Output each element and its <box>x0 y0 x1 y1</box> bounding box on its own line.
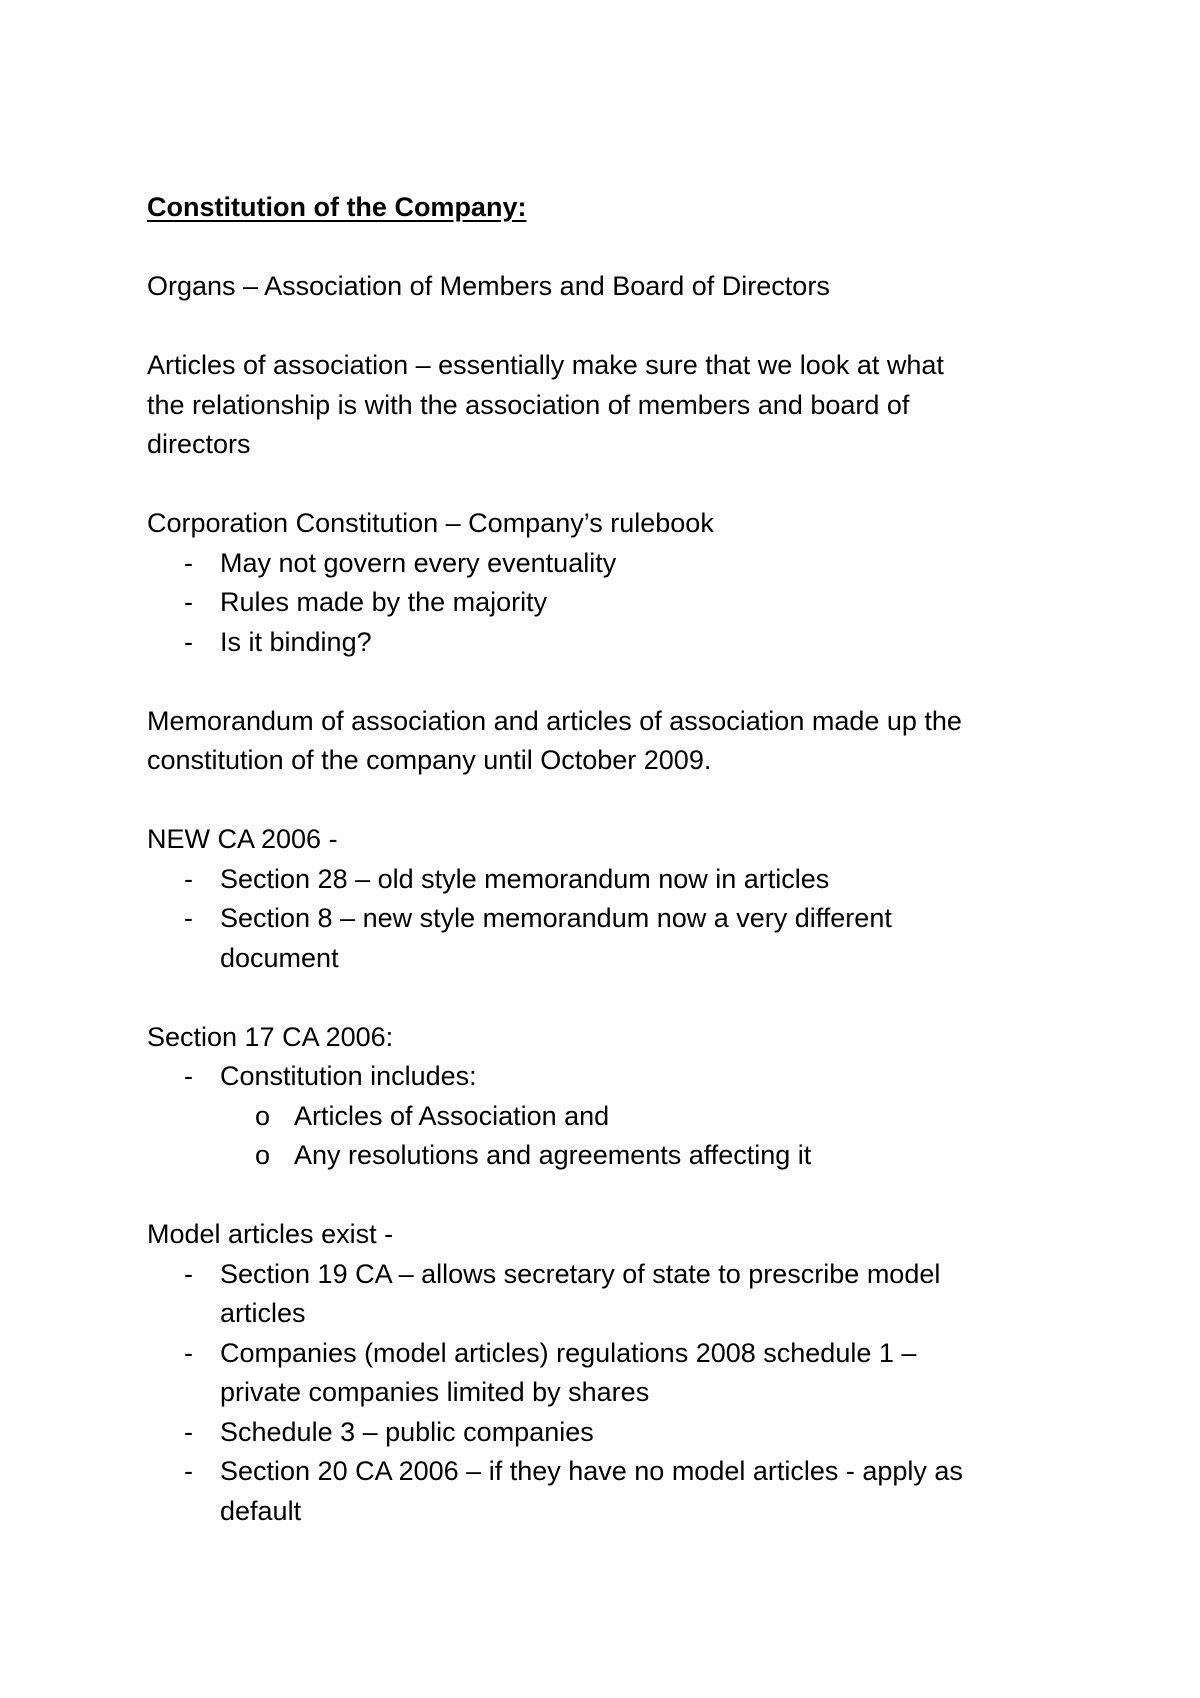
circle-bullet: o <box>255 1100 271 1131</box>
spacer <box>147 978 1077 1018</box>
sub-list-item-text: Any resolutions and agreements affecting it <box>294 1140 812 1170</box>
list-item <box>147 544 1077 584</box>
paragraph-line: directors <box>147 429 251 459</box>
spacer <box>147 228 1077 268</box>
dash-bullet: - <box>184 1337 193 1368</box>
list-item-text: Rules made by the majority <box>220 587 548 617</box>
list-item <box>147 899 1077 978</box>
section17-list <box>147 1057 1077 1176</box>
dash-bullet: - <box>184 1061 193 1091</box>
new-ca-list <box>147 860 1077 979</box>
paragraph-line: constitution of the company until October 2009. <box>147 745 712 775</box>
dash-bullet: - <box>184 547 193 578</box>
section17-heading: Section 17 CA 2006: <box>147 1021 394 1052</box>
list-item-text: Is it binding? <box>220 626 372 657</box>
list-item-text: May not govern every eventuality <box>220 547 617 578</box>
circle-bullet: o <box>255 1140 271 1170</box>
paragraph-line: the relationship is with the association of members and board of <box>147 389 910 420</box>
sub-list-item <box>147 1097 1077 1137</box>
dash-bullet: - <box>184 587 193 617</box>
list-item <box>147 1255 1077 1334</box>
list-item <box>147 1057 1077 1097</box>
dash-bullet: - <box>184 626 193 657</box>
spacer <box>147 465 1077 505</box>
list-item-text: Section 28 – old style memorandum now in articles <box>220 863 830 894</box>
sub-list-item-text: Articles of Association and <box>294 1100 610 1131</box>
sub-list-item <box>147 1136 1077 1176</box>
model-list <box>147 1255 1077 1532</box>
list-item <box>147 623 1077 663</box>
list-item <box>147 1334 1077 1413</box>
paragraph-line: Articles of association – essentially make sure that we look at what <box>147 350 944 380</box>
paragraph-line: Memorandum of association and articles of association made up the <box>147 705 962 736</box>
list-item-text: Constitution includes: <box>220 1061 477 1091</box>
list-item-text: articles <box>220 1298 306 1328</box>
organs-paragraph: Organs – Association of Members and Board of Directors <box>147 271 830 301</box>
dash-bullet: - <box>184 863 193 894</box>
list-item <box>147 583 1077 623</box>
list-item-text: Companies (model articles) regulations 2008 schedule 1 – <box>220 1337 917 1368</box>
document-body <box>147 188 1077 1531</box>
spacer <box>147 662 1077 702</box>
dash-bullet: - <box>184 903 193 933</box>
list-item-text: private companies limited by shares <box>220 1377 650 1407</box>
list-item-text: document <box>220 942 339 973</box>
list-item-text: Section 20 CA 2006 – if they have no model articles - apply as <box>220 1456 963 1486</box>
list-item <box>147 1413 1077 1453</box>
new-ca-heading: NEW CA 2006 - <box>147 824 338 854</box>
list-item-text: Schedule 3 – public companies <box>220 1416 594 1447</box>
dash-bullet: - <box>184 1416 193 1447</box>
list-item <box>147 1452 1077 1531</box>
spacer <box>147 1176 1077 1216</box>
document-title: Constitution of the Company: <box>147 192 527 222</box>
memorandum-paragraph <box>147 702 1077 781</box>
spacer <box>147 781 1077 821</box>
list-item-text: Section 19 CA – allows secretary of state to prescribe model <box>220 1258 941 1289</box>
dash-bullet: - <box>184 1258 193 1289</box>
articles-paragraph <box>147 346 1077 465</box>
corporation-list <box>147 544 1077 663</box>
list-item-text: default <box>220 1495 302 1526</box>
model-heading: Model articles exist - <box>147 1219 394 1249</box>
spacer <box>147 307 1077 347</box>
dash-bullet: - <box>184 1456 193 1486</box>
list-item <box>147 860 1077 900</box>
list-item-text: Section 8 – new style memorandum now a very different <box>220 903 892 933</box>
corporation-heading: Corporation Constitution – Company’s rulebook <box>147 508 714 538</box>
